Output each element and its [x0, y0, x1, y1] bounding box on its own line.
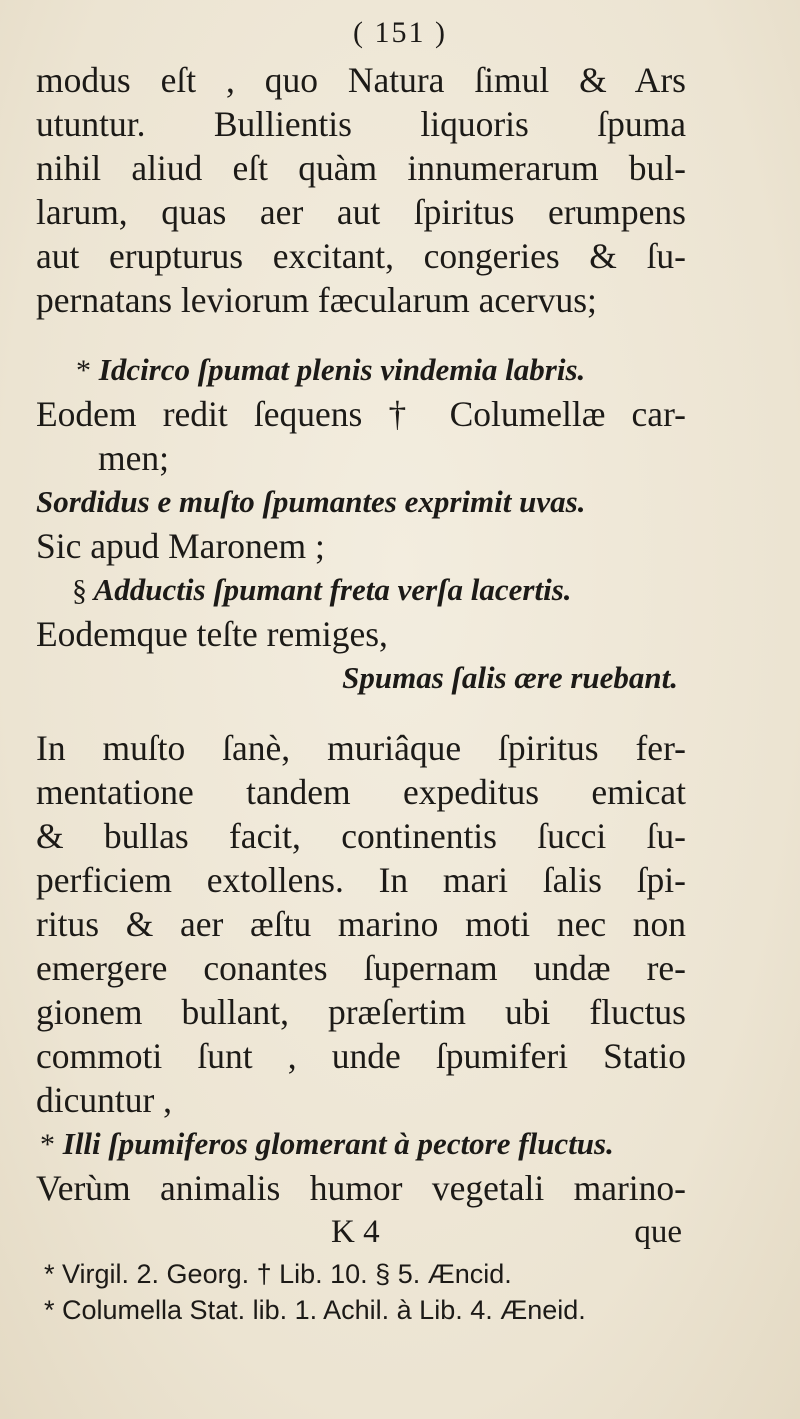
prose-line: Eodem redit ſequens † Columellæ car-	[36, 394, 686, 434]
verse-text: Sordidus e muſto ſpumantes exprimit uvas.	[36, 484, 586, 519]
prose-line: ritus & aer æſtu marino moti nec non	[36, 904, 686, 944]
prose-line: utuntur. Bullientis liquoris ſpuma	[36, 104, 686, 144]
prose-line: In muſto ſanè, muriâque ſpiritus fer-	[36, 728, 686, 768]
footnote-mark: §	[72, 574, 87, 607]
prose-line: aut erupturus excitant, congeries & ſu-	[36, 236, 686, 276]
verse-text: Spumas ſalis ære ruebant.	[342, 660, 678, 695]
prose-line: larum, quas aer aut ſpiritus erumpens	[36, 192, 686, 232]
signature-row	[36, 1210, 686, 1254]
prose-line: pernatans leviorum fæcularum acervus;	[36, 280, 597, 320]
footnote: * Columella Stat. lib. 1. Achil. à Lib. 4. Æneid.	[44, 1295, 586, 1325]
prose-line: commoti ſunt , unde ſpumiferi Statio	[36, 1036, 686, 1076]
spacer	[36, 700, 686, 726]
signature-mark: K 4	[331, 1214, 380, 1250]
prose-line: mentatione tandem expeditus emicat	[36, 772, 686, 812]
footnotes	[36, 1256, 686, 1328]
prose-line: & bullas facit, continentis ſucci ſu-	[36, 816, 686, 856]
prose-line: dicuntur ,	[36, 1080, 173, 1120]
prose-line: gionem bullant, præſertim ubi fluctus	[36, 992, 686, 1032]
verse-text: Illi ſpumiferos glomerant à pectore fluctus.	[62, 1126, 614, 1161]
spacer	[36, 322, 686, 348]
verse-text: Idcirco ſpumat plenis vindemia labris.	[98, 352, 586, 387]
prose-line: Sic apud Maronem ;	[36, 526, 325, 566]
verse-text: Adductis ſpumant freta verſa lacertis.	[93, 572, 572, 607]
prose-line: Eodemque teſte remiges,	[36, 614, 388, 654]
prose-line: Verùm animalis humor vegetali marino-	[36, 1168, 686, 1208]
prose-line: men;	[98, 438, 169, 478]
text-block	[36, 58, 686, 1328]
footnote-mark: *	[76, 354, 91, 387]
prose-line: emergere conantes ſupernam undæ re-	[36, 948, 686, 988]
footnote: * Virgil. 2. Georg. † Lib. 10. § 5. Æncid.	[44, 1259, 512, 1289]
footnote-mark: *	[40, 1128, 55, 1161]
verse-quote	[36, 348, 686, 392]
prose-line: nihil aliud eſt quàm innumerarum bul-	[36, 148, 686, 188]
prose-line: perficiem extollens. In mari ſalis ſpi-	[36, 860, 686, 900]
prose-line: modus eſt , quo Natura ſimul & Ars	[36, 60, 686, 100]
verse-quote	[36, 568, 686, 612]
verse-quote	[36, 1122, 686, 1166]
page-number: ( 151 )	[353, 16, 447, 49]
verse-quote	[36, 480, 686, 524]
verse-quote	[36, 656, 686, 700]
catchword: que	[634, 1214, 682, 1250]
